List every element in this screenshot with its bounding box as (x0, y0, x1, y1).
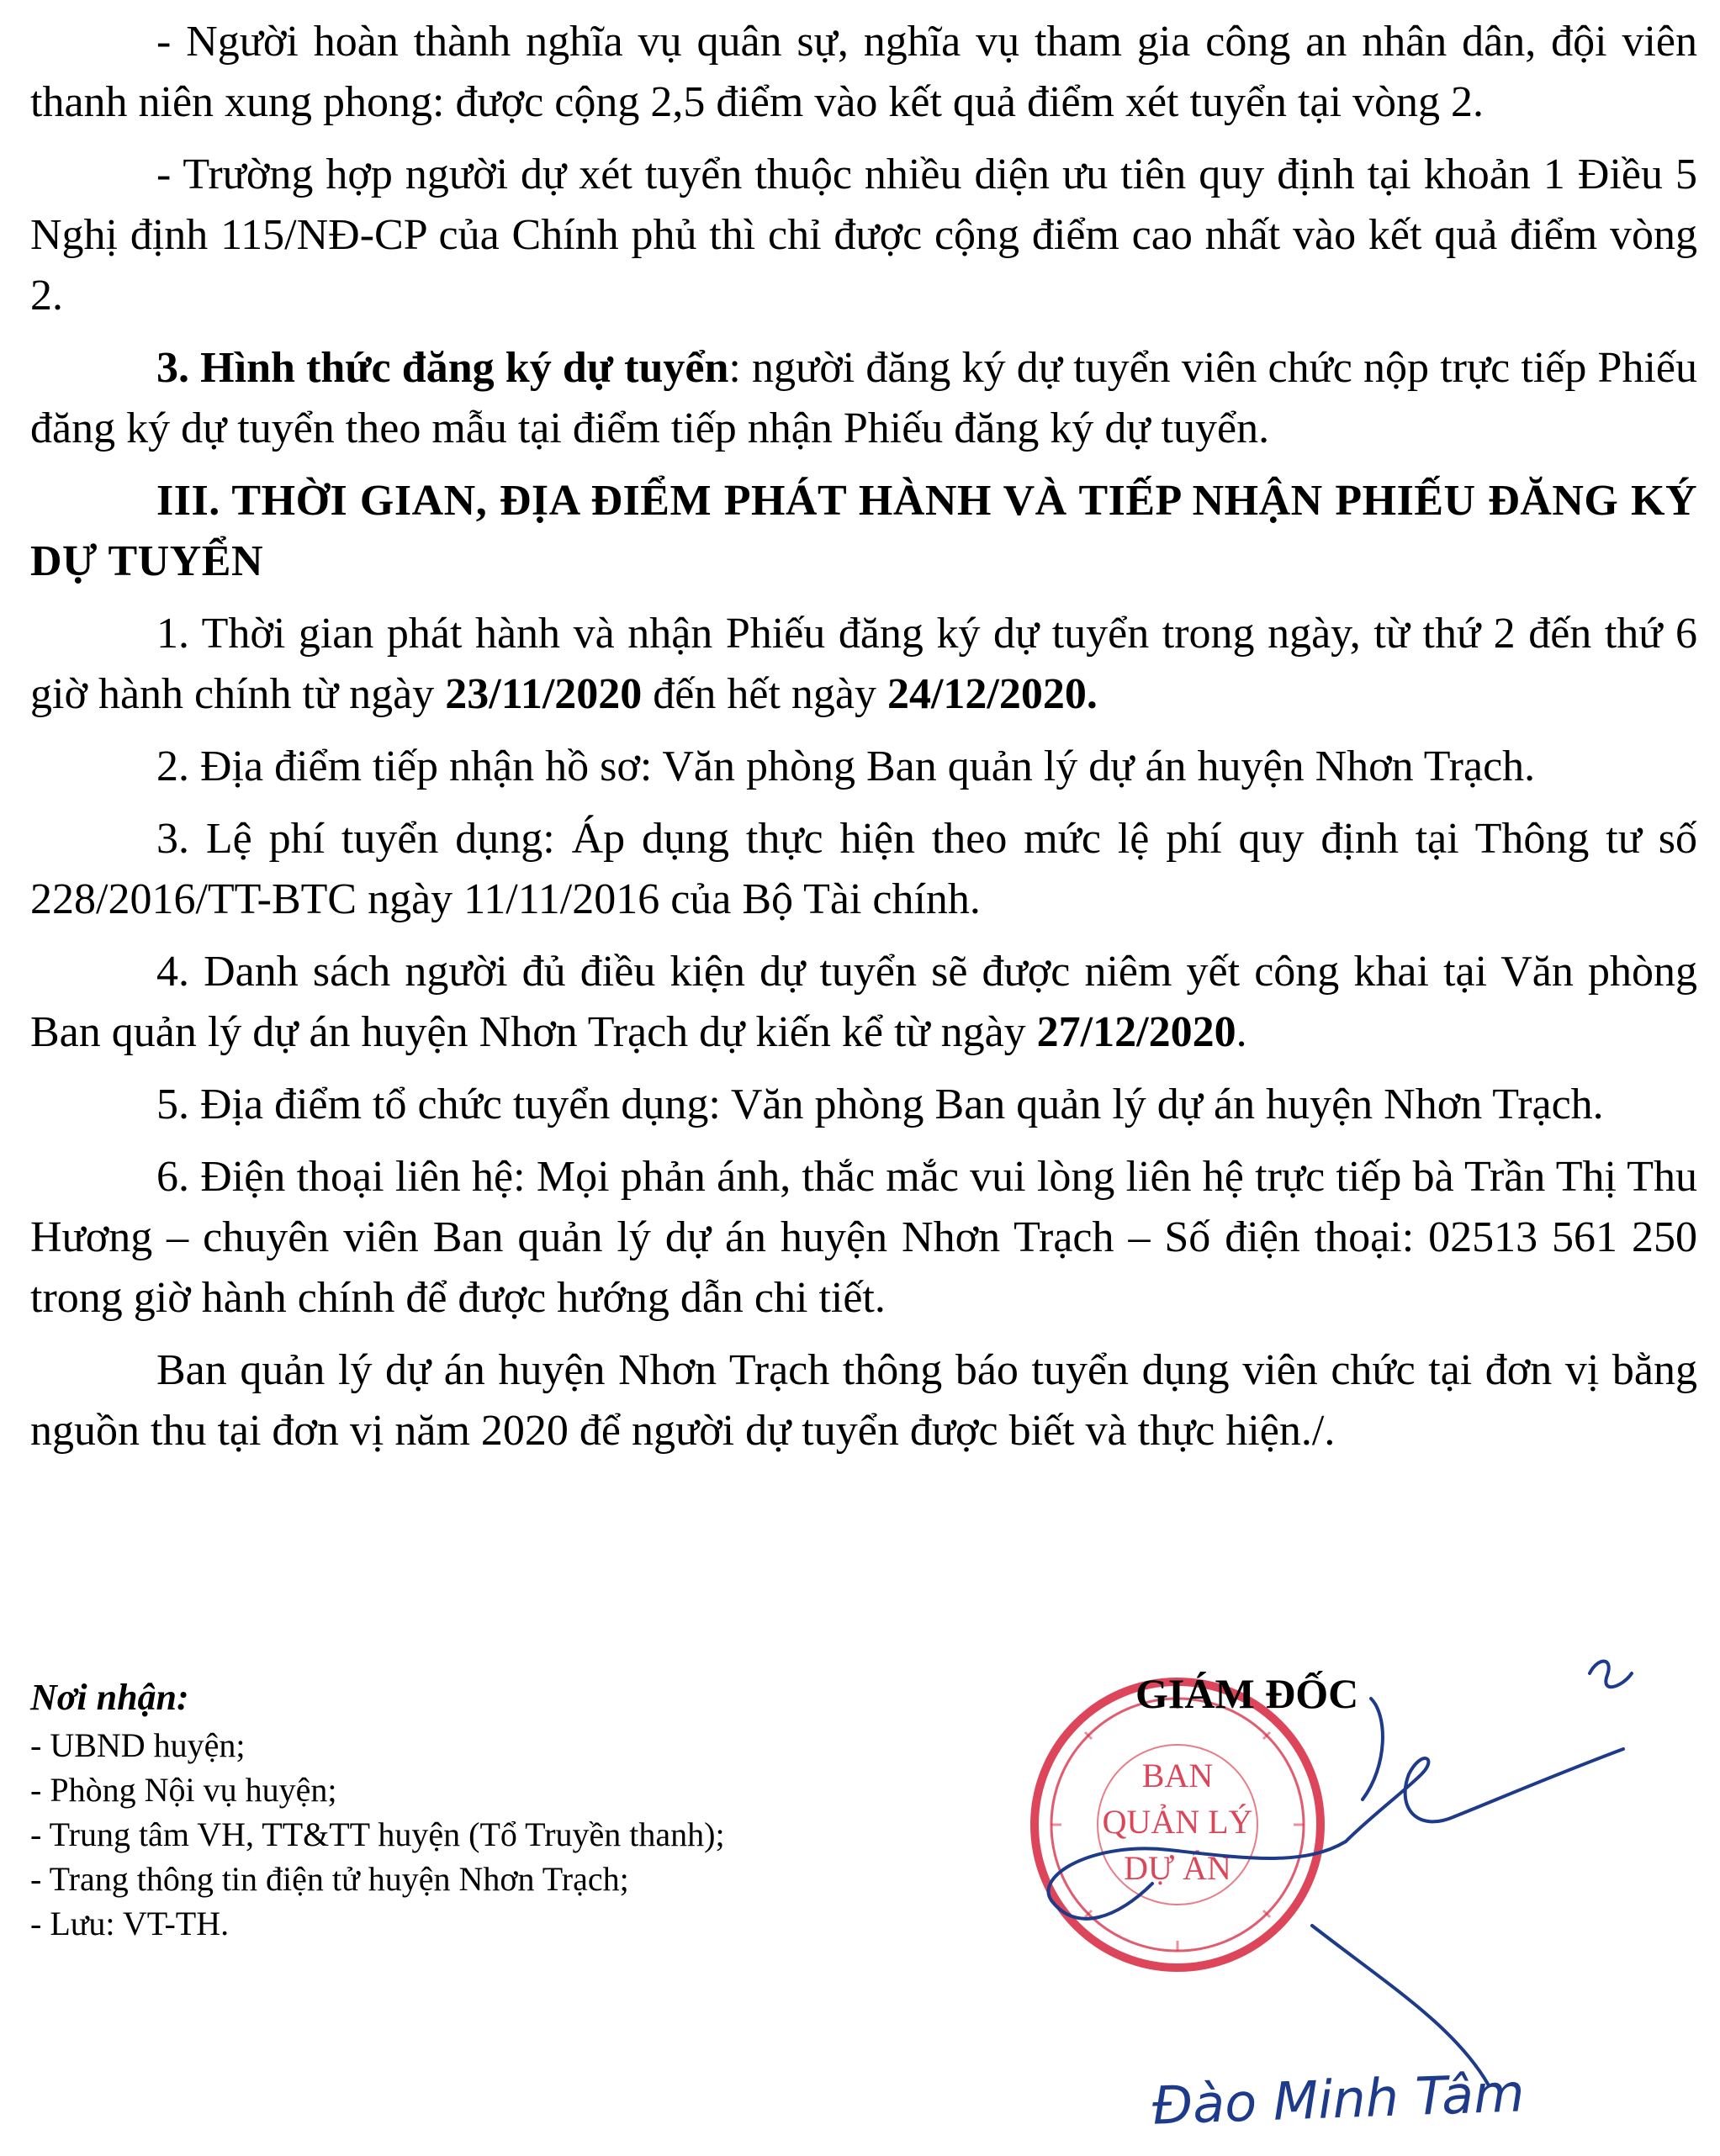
recipient-item: - Trang thông tin điện tử huyện Nhơn Trạch; (30, 1860, 629, 1898)
document-body (30, 12, 1697, 1473)
eligible-list-end: . (1236, 1008, 1247, 1056)
signer-title: GIÁM ĐỐC (1135, 1670, 1359, 1717)
recipients-title: Nơi nhận: (30, 1677, 189, 1718)
recipients-block (30, 1675, 955, 1946)
issue-time-text-2: đến hết ngày (642, 670, 887, 718)
signer-handwritten-name: Đào Minh Tâm (1151, 2062, 1526, 2137)
paragraph-military-bonus: - Người hoàn thành nghĩa vụ quân sự, nghĩa vụ tham gia công an nhân dân, đội viên thanh niên xung phong: được cộng 2,5 điểm vào kết quả điểm xét tuyển tại vòng 2. (30, 18, 1697, 126)
closing-paragraph: Ban quản lý dự án huyện Nhơn Trạch thông báo tuyển dụng viên chức tại đơn vị bằng nguồn thu tại đơn vị năm 2020 để người dự tuyển được biết và thực hiện./. (30, 1346, 1697, 1455)
eligible-list-text: 4. Danh sách người đủ điều kiện dự tuyển sẽ được niêm yết công khai tại Văn phòng Ban quản lý dự án huyện Nhơn Trạch dự kiến kể từ ngày (30, 948, 1697, 1056)
item-eligible-list (30, 942, 1697, 1063)
eligible-list-date: 27/12/2020 (1036, 1008, 1236, 1056)
issue-start-date: 23/11/2020 (445, 670, 643, 718)
section-title (30, 471, 1697, 592)
item-contact-phone: 6. Điện thoại liên hệ: Mọi phản ánh, thắc mắc vui lòng liên hệ trực tiếp bà Trần Thị Thu Hương – chuyên viên Ban quản lý dự án huyện Nhơn Trạch – Số điện thoại: 02513 561 250 trong giờ hành chính để được hướng dẫn chi tiết. (30, 1153, 1697, 1322)
red-seal-stamp (1035, 1682, 1320, 1968)
recipient-item: - Trung tâm VH, TT&TT huyện (Tổ Truyền thanh); (30, 1815, 725, 1853)
stamp-line-1: BAN (1141, 1757, 1214, 1794)
stamp-line-2: QUẢN LÝ (1102, 1803, 1253, 1841)
paragraph-multiple-priority: - Trường hợp người dự xét tuyển thuộc nhiều diện ưu tiên quy định tại khoản 1 Điều 5 Nghị định 115/NĐ-CP của Chính phủ thì chỉ được cộng điểm cao nhất vào kết quả điểm vòng 2. (30, 151, 1697, 320)
section-title-text: III. THỜI GIAN, ĐỊA ĐIỂM PHÁT HÀNH VÀ TIẾP NHẬN PHIẾU ĐĂNG KÝ DỰ TUYỂN (30, 477, 1697, 585)
registration-form-heading: 3. Hình thức đăng ký dự tuyển (156, 344, 729, 392)
item-issue-time (30, 604, 1697, 725)
recipient-item: - Phòng Nội vụ huyện; (30, 1771, 337, 1809)
registration-form-text: : người đăng ký dự tuyển viên chức nộp trực tiếp Phiếu đăng ký dự tuyển theo mẫu tại điểm tiếp nhận Phiếu đăng ký dự tuyển. (30, 344, 1697, 452)
paragraph-registration-form (30, 338, 1697, 459)
recipient-item: - Lưu: VT-TH. (30, 1905, 230, 1942)
recipient-item: - UBND huyện; (30, 1726, 246, 1764)
item-recruitment-location: 5. Địa điểm tổ chức tuyển dụng: Văn phòng Ban quản lý dự án huyện Nhơn Trạch. (156, 1081, 1604, 1128)
issue-time-text: 1. Thời gian phát hành và nhận Phiếu đăng ký dự tuyển trong ngày, từ thứ 2 đến thứ 6 giờ hành chính từ ngày (30, 610, 1697, 718)
issue-end-date: 24/12/2020. (886, 670, 1098, 718)
item-recruitment-fee: 3. Lệ phí tuyển dụng: Áp dụng thực hiện theo mức lệ phí quy định tại Thông tư số 228/2016/TT-BTC ngày 11/11/2016 của Bộ Tài chính. (30, 815, 1697, 923)
stamp-line-3: DỰ ÁN (1124, 1849, 1231, 1887)
item-receiving-location: 2. Địa điểm tiếp nhận hồ sơ: Văn phòng Ban quản lý dự án huyện Nhơn Trạch. (156, 742, 1536, 790)
